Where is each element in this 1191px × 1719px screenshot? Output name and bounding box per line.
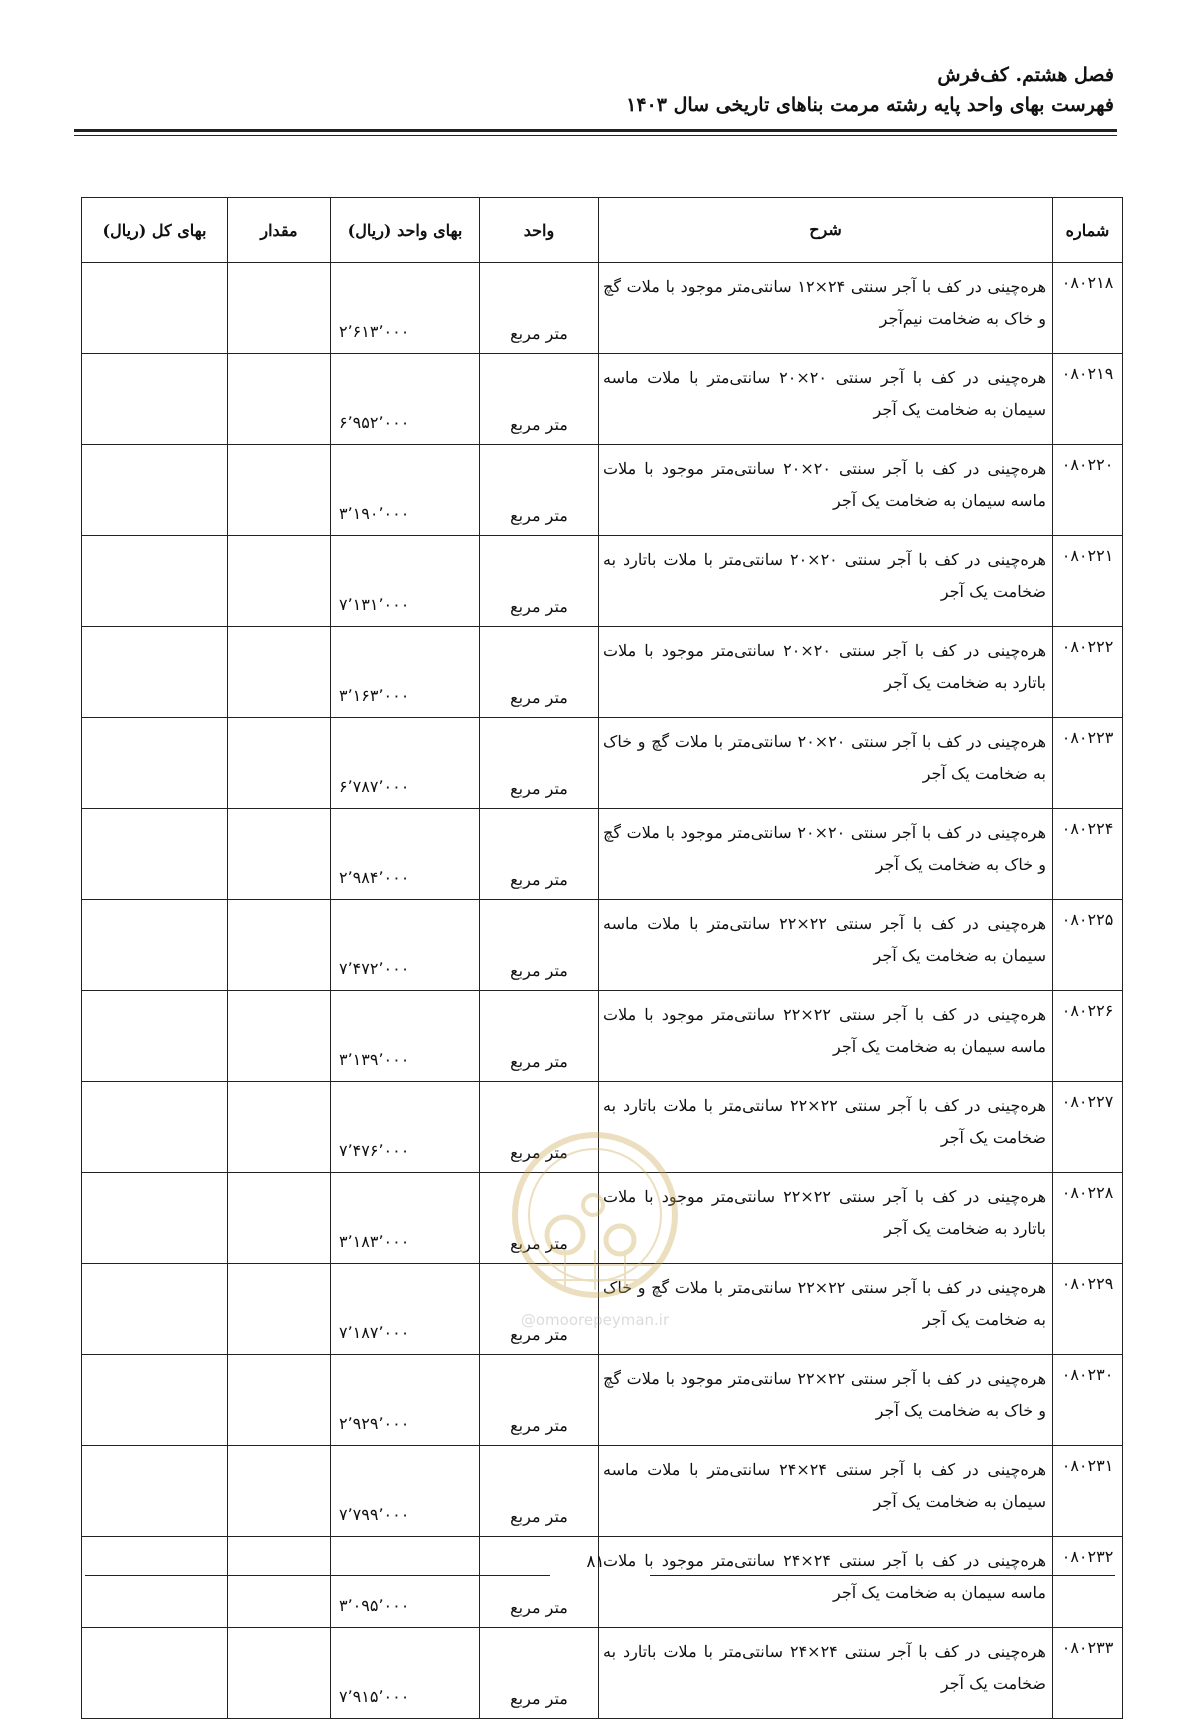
table-row [82,991,1123,1082]
item-unit-price: ۳٬۱۳۹٬۰۰۰ [331,991,480,1082]
item-unit-price: ۷٬۱۳۱٬۰۰۰ [331,536,480,627]
item-quantity [228,718,331,809]
table-row [82,809,1123,900]
item-description: هره‌چینی در کف با آجر سنتی ۲۰×۲۰ سانتی‌متر موجود با ملات گچ و خاک به ضخامت یک آجر [599,809,1053,900]
item-quantity [228,900,331,991]
table-row [82,718,1123,809]
item-description: هره‌چینی در کف با آجر سنتی ۲۴×۲۴ سانتی‌متر با ملات ماسه سیمان به ضخامت یک آجر [599,1446,1053,1537]
table-row [82,1355,1123,1446]
item-unit: متر مربع [480,536,599,627]
table-body [82,263,1123,1719]
table-row [82,263,1123,354]
item-unit: متر مربع [480,1264,599,1355]
table-row [82,354,1123,445]
item-total-price [82,354,228,445]
item-unit: متر مربع [480,991,599,1082]
table-row [82,900,1123,991]
item-unit-price: ۳٬۱۶۳٬۰۰۰ [331,627,480,718]
item-code: ۰۸۰۲۲۵ [1053,900,1123,991]
item-code: ۰۸۰۲۲۴ [1053,809,1123,900]
item-total-price [82,263,228,354]
col-header-qty: مقدار [228,198,331,263]
col-header-code: شماره [1053,198,1123,263]
item-quantity [228,1537,331,1628]
item-total-price [82,991,228,1082]
item-total-price [82,718,228,809]
item-unit: متر مربع [480,1537,599,1628]
item-description: هره‌چینی در کف با آجر سنتی ۲۰×۲۰ سانتی‌متر موجود با ملات باتارد به ضخامت یک آجر [599,627,1053,718]
item-description: هره‌چینی در کف با آجر سنتی ۲۴×۱۲ سانتی‌متر موجود با ملات گچ و خاک به ضخامت نیم‌آجر [599,263,1053,354]
chapter-title: فصل هشتم. کف‌فرش [937,64,1114,86]
item-unit-price: ۲٬۹۲۹٬۰۰۰ [331,1355,480,1446]
item-unit: متر مربع [480,1082,599,1173]
col-header-price: بهای واحد (ریال) [331,198,480,263]
item-total-price [82,900,228,991]
item-code: ۰۸۰۲۲۷ [1053,1082,1123,1173]
item-code: ۰۸۰۲۲۸ [1053,1173,1123,1264]
item-unit: متر مربع [480,445,599,536]
item-unit-price: ۷٬۴۷۶٬۰۰۰ [331,1082,480,1173]
item-description: هره‌چینی در کف با آجر سنتی ۲۲×۲۲ سانتی‌متر موجود با ملات ماسه سیمان به ضخامت یک آجر [599,991,1053,1082]
item-unit-price: ۷٬۱۸۷٬۰۰۰ [331,1264,480,1355]
item-description: هره‌چینی در کف با آجر سنتی ۲۰×۲۰ سانتی‌متر با ملات باتارد به ضخامت یک آجر [599,536,1053,627]
col-header-total: بهای کل (ریال) [82,198,228,263]
item-unit: متر مربع [480,354,599,445]
item-code: ۰۸۰۲۳۰ [1053,1355,1123,1446]
table-row [82,445,1123,536]
table-header-row [82,198,1123,263]
item-quantity [228,354,331,445]
item-description: هره‌چینی در کف با آجر سنتی ۲۲×۲۲ سانتی‌متر موجود با ملات باتارد به ضخامت یک آجر [599,1173,1053,1264]
item-total-price [82,1355,228,1446]
item-code: ۰۸۰۲۱۸ [1053,263,1123,354]
item-description: هره‌چینی در کف با آجر سنتی ۲۰×۲۰ سانتی‌متر موجود با ملات ماسه سیمان به ضخامت یک آجر [599,445,1053,536]
table-row [82,536,1123,627]
item-quantity [228,1355,331,1446]
table-row [82,1173,1123,1264]
item-total-price [82,1446,228,1537]
item-description: هره‌چینی در کف با آجر سنتی ۲۰×۲۰ سانتی‌متر با ملات ماسه سیمان به ضخامت یک آجر [599,354,1053,445]
item-code: ۰۸۰۲۲۳ [1053,718,1123,809]
item-quantity [228,809,331,900]
item-total-price [82,1082,228,1173]
item-unit-price: ۲٬۶۱۳٬۰۰۰ [331,263,480,354]
item-quantity [228,991,331,1082]
item-total-price [82,445,228,536]
item-unit: متر مربع [480,1446,599,1537]
table-row [82,627,1123,718]
item-unit: متر مربع [480,718,599,809]
item-total-price [82,809,228,900]
header-rule-thin [74,135,1117,136]
item-unit-price: ۷٬۹۱۵٬۰۰۰ [331,1628,480,1719]
footer-rule-left [85,1575,550,1576]
item-quantity [228,1082,331,1173]
item-unit-price: ۶٬۷۸۷٬۰۰۰ [331,718,480,809]
item-unit: متر مربع [480,263,599,354]
table-row [82,1537,1123,1628]
item-quantity [228,627,331,718]
page-number: ۸۱ [586,1552,605,1572]
item-code: ۰۸۰۲۲۹ [1053,1264,1123,1355]
item-code: ۰۸۰۲۱۹ [1053,354,1123,445]
item-code: ۰۸۰۲۳۳ [1053,1628,1123,1719]
item-unit-price: ۳٬۰۹۵٬۰۰۰ [331,1537,480,1628]
item-unit-price: ۷٬۷۹۹٬۰۰۰ [331,1446,480,1537]
price-table [81,197,1123,1719]
table-row [82,1628,1123,1719]
watermark-text: @omoorepeyman.ir [520,1311,670,1329]
item-total-price [82,1173,228,1264]
item-unit: متر مربع [480,900,599,991]
item-total-price [82,627,228,718]
item-unit-price: ۷٬۴۷۲٬۰۰۰ [331,900,480,991]
item-quantity [228,1446,331,1537]
item-code: ۰۸۰۲۳۲ [1053,1537,1123,1628]
item-quantity [228,1264,331,1355]
item-total-price [82,1264,228,1355]
item-quantity [228,1173,331,1264]
item-description: هره‌چینی در کف با آجر سنتی ۲۴×۲۴ سانتی‌متر موجود با ملات ماسه سیمان به ضخامت یک آجر [599,1537,1053,1628]
item-description: هره‌چینی در کف با آجر سنتی ۲۲×۲۲ سانتی‌متر با ملات گچ و خاک به ضخامت یک آجر [599,1264,1053,1355]
table-row [82,1082,1123,1173]
item-total-price [82,536,228,627]
item-unit: متر مربع [480,627,599,718]
item-description: هره‌چینی در کف با آجر سنتی ۲۲×۲۲ سانتی‌متر با ملات ماسه سیمان به ضخامت یک آجر [599,900,1053,991]
footer-rule-right [650,1575,1115,1576]
document-subtitle: فهرست بهای واحد پایه رشته مرمت بناهای تاریخی سال ۱۴۰۳ [626,94,1114,116]
item-unit: متر مربع [480,1355,599,1446]
item-unit-price: ۶٬۹۵۲٬۰۰۰ [331,354,480,445]
item-total-price [82,1628,228,1719]
item-quantity [228,536,331,627]
item-code: ۰۸۰۲۳۱ [1053,1446,1123,1537]
item-unit: متر مربع [480,1628,599,1719]
item-code: ۰۸۰۲۲۲ [1053,627,1123,718]
item-total-price [82,1537,228,1628]
item-quantity [228,1628,331,1719]
table-row [82,1264,1123,1355]
item-unit: متر مربع [480,1173,599,1264]
col-header-unit: واحد [480,198,599,263]
item-quantity [228,445,331,536]
item-description: هره‌چینی در کف با آجر سنتی ۲۴×۲۴ سانتی‌متر با ملات باتارد به ضخامت یک آجر [599,1628,1053,1719]
item-unit-price: ۲٬۹۸۴٬۰۰۰ [331,809,480,900]
header-rule-thick [74,129,1117,132]
item-unit: متر مربع [480,809,599,900]
col-header-desc: شرح [599,198,1053,263]
item-unit-price: ۳٬۱۸۳٬۰۰۰ [331,1173,480,1264]
item-unit-price: ۳٬۱۹۰٬۰۰۰ [331,445,480,536]
item-description: هره‌چینی در کف با آجر سنتی ۲۲×۲۲ سانتی‌متر موجود با ملات گچ و خاک به ضخامت یک آجر [599,1355,1053,1446]
table-row [82,1446,1123,1537]
item-description: هره‌چینی در کف با آجر سنتی ۲۲×۲۲ سانتی‌متر با ملات باتارد به ضخامت یک آجر [599,1082,1053,1173]
item-code: ۰۸۰۲۲۶ [1053,991,1123,1082]
item-description: هره‌چینی در کف با آجر سنتی ۲۰×۲۰ سانتی‌متر با ملات گچ و خاک به ضخامت یک آجر [599,718,1053,809]
page-header [64,60,1114,120]
item-code: ۰۸۰۲۲۰ [1053,445,1123,536]
item-quantity [228,263,331,354]
item-code: ۰۸۰۲۲۱ [1053,536,1123,627]
